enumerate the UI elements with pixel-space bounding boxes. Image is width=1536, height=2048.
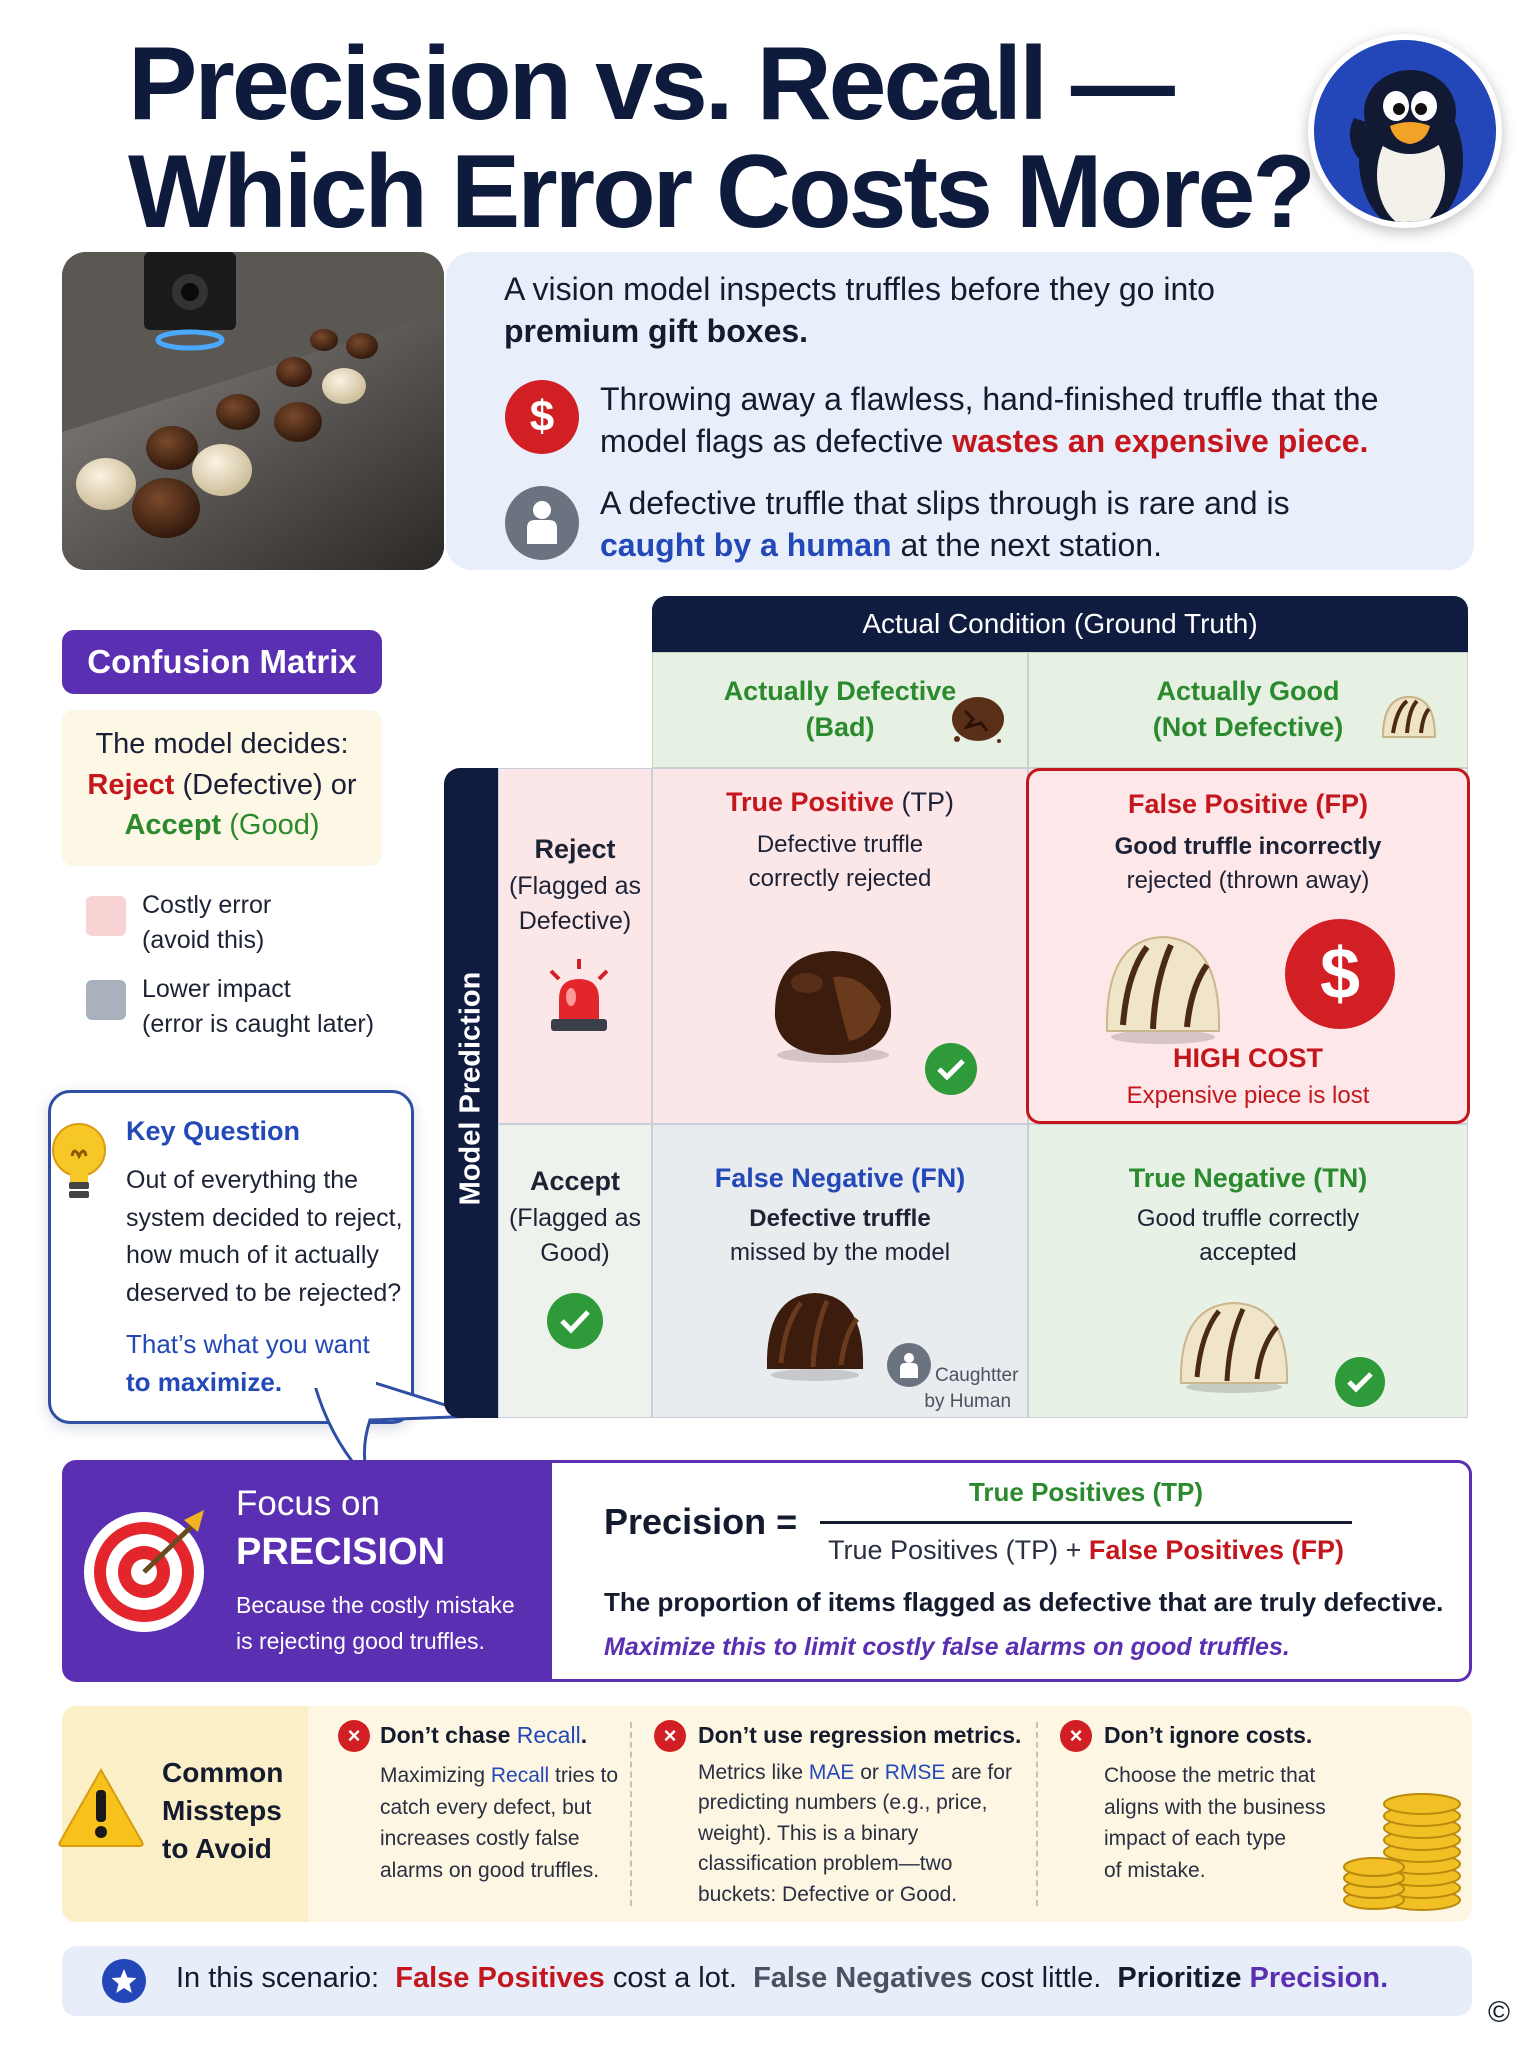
fp-good-truffle-icon bbox=[1099, 925, 1227, 1045]
focus-title-1: Focus on bbox=[236, 1484, 380, 1523]
misstep-2-frag-4: RMSE bbox=[884, 1761, 946, 1784]
row-reject-title: Reject bbox=[534, 834, 616, 864]
intro-lead-line-2: premium gift boxes. bbox=[504, 313, 809, 350]
misstep-1-title-em: Recall bbox=[516, 1722, 581, 1748]
legend-lower-line-2: (error is caught later) bbox=[142, 1010, 375, 1038]
fn-title: False Negative (FN) bbox=[714, 1163, 966, 1193]
row-accept-line-2: (Flagged as bbox=[508, 1203, 642, 1232]
tn-check-icon bbox=[1335, 1357, 1385, 1407]
tp-abbr: (TP) bbox=[894, 787, 955, 817]
misstep-3-body bbox=[1104, 1760, 1334, 1886]
formula-den-plus: + bbox=[1058, 1535, 1089, 1565]
intro-point-1-line-2 bbox=[600, 420, 1460, 462]
footer-fp-tail: cost a lot. bbox=[604, 1962, 737, 1994]
misstep-1-title-b: . bbox=[580, 1722, 588, 1748]
lightbulb-icon bbox=[50, 1120, 108, 1210]
cell-true-negative bbox=[1028, 1124, 1468, 1418]
misstep-1-x-icon: × bbox=[338, 1720, 370, 1752]
page-title bbox=[128, 26, 1313, 251]
intro-point-2-highlight: caught by a human bbox=[600, 527, 892, 564]
missteps-label-3: to Avoid bbox=[162, 1832, 272, 1864]
misstep-3-line-4: of mistake. bbox=[1104, 1858, 1206, 1882]
missteps-label bbox=[162, 1754, 283, 1867]
formula-tagline: Maximize this to limit costly false alarms on good truffles. bbox=[604, 1633, 1290, 1661]
focus-title-2: PRECISION bbox=[236, 1531, 446, 1574]
key-question-line-3: how much of it actually bbox=[126, 1241, 379, 1269]
legend-costly-line-1: Costly error bbox=[142, 891, 272, 919]
formula-den-tp: True Positives (TP) bbox=[828, 1535, 1059, 1565]
formula-lhs: Precision = bbox=[604, 1501, 798, 1542]
misstep-2-title: Don’t use regression metrics. bbox=[698, 1722, 1022, 1748]
legend-costly bbox=[142, 888, 271, 958]
tp-title bbox=[653, 787, 1027, 818]
fp-desc bbox=[1029, 830, 1467, 897]
intro-point-2-line-2 bbox=[600, 524, 1460, 566]
misstep-3-line-3: impact of each type bbox=[1104, 1827, 1287, 1850]
key-question-line-2: system decided to reject, bbox=[126, 1203, 403, 1232]
mascot-penguin-icon bbox=[1308, 34, 1502, 228]
formula-fraction-bar bbox=[820, 1521, 1352, 1524]
row-reject-line-3: Defective) bbox=[518, 906, 632, 935]
formula-den-fp: False Positives (FP) bbox=[1088, 1535, 1344, 1565]
fn-desc-2: missed by the model bbox=[729, 1238, 951, 1266]
footer-fn: False Negatives bbox=[753, 1962, 973, 1994]
fn-desc bbox=[653, 1202, 1027, 1269]
decides-line-3 bbox=[62, 805, 382, 846]
tn-good-truffle-icon bbox=[1175, 1293, 1293, 1395]
focus-title bbox=[236, 1480, 445, 1579]
fn-desc-1: Defective truffle bbox=[749, 1205, 931, 1232]
col-actually-defective bbox=[652, 652, 1028, 768]
reject-word: Reject bbox=[87, 768, 175, 801]
misstep-2-line-1 bbox=[698, 1758, 1038, 1788]
col-defective-line-2: (Bad) bbox=[805, 712, 875, 743]
misstep-1-line-3: increases costly false bbox=[380, 1827, 580, 1850]
fp-desc-2: rejected (thrown away) bbox=[1126, 866, 1370, 894]
misstep-2-line-5: buckets: Defective or Good. bbox=[698, 1882, 958, 1906]
formula-denominator bbox=[818, 1535, 1354, 1566]
siren-icon bbox=[543, 955, 615, 1035]
cell-true-positive bbox=[652, 768, 1028, 1124]
intro-lead-line-1: A vision model inspects truffles before they go into bbox=[504, 271, 1215, 307]
model-decides-box bbox=[62, 710, 382, 866]
tp-desc-1: Defective truffle bbox=[756, 831, 924, 858]
misstep-3-x-icon: × bbox=[1060, 1720, 1092, 1752]
key-question-body bbox=[126, 1162, 416, 1312]
key-question-line-1: Out of everything the bbox=[126, 1166, 359, 1194]
misstep-divider-1 bbox=[630, 1722, 632, 1906]
footer-fp: False Positives bbox=[395, 1962, 605, 1994]
row-accept-line-3: Good) bbox=[540, 1238, 610, 1267]
fn-caught-2: by Human bbox=[924, 1390, 1012, 1412]
misstep-1-title-a: Don’t chase bbox=[380, 1722, 517, 1748]
tp-name: True Positive bbox=[725, 787, 895, 817]
intro-point-1-text: model flags as defective bbox=[600, 423, 953, 460]
model-prediction-axis bbox=[444, 768, 498, 1418]
misstep-3-line-2: aligns with the business bbox=[1104, 1795, 1326, 1819]
row-accept-title: Accept bbox=[529, 1166, 621, 1196]
dollar-icon bbox=[505, 380, 579, 454]
tp-check-icon bbox=[925, 1043, 977, 1095]
star-icon bbox=[102, 1959, 146, 2003]
fn-caught-note bbox=[917, 1363, 1018, 1414]
conveyor-photo bbox=[62, 252, 444, 570]
key-question-title: Key Question bbox=[126, 1116, 301, 1146]
intro-point-1-highlight: wastes an expensive piece. bbox=[952, 423, 1369, 460]
missteps-label-box bbox=[62, 1706, 308, 1922]
misstep-1-line-1 bbox=[380, 1760, 630, 1792]
tn-desc-1: Good truffle correctly bbox=[1136, 1205, 1360, 1232]
legend-lower-swatch bbox=[86, 980, 126, 1020]
footer-lead: In this scenario: bbox=[176, 1962, 380, 1994]
tp-desc-2: correctly rejected bbox=[748, 864, 932, 892]
accept-word: Accept bbox=[124, 809, 222, 842]
intro-lead bbox=[504, 268, 1444, 352]
footer-fn-tail: cost little. bbox=[972, 1962, 1102, 1994]
missteps-label-2: Missteps bbox=[162, 1794, 282, 1826]
cell-false-negative bbox=[652, 1124, 1028, 1418]
fn-caught-1: Caughtter bbox=[935, 1365, 1019, 1386]
tn-desc-2: accepted bbox=[1199, 1238, 1297, 1266]
fp-dollar-symbol: $ bbox=[1319, 934, 1361, 1014]
misstep-divider-2 bbox=[1036, 1722, 1038, 1906]
misstep-1-line-4: alarms on good truffles. bbox=[380, 1858, 600, 1882]
defective-truffle-icon bbox=[947, 689, 1009, 745]
footer-text bbox=[176, 1962, 1388, 1995]
tn-desc bbox=[1029, 1202, 1467, 1269]
ground-truth-header: Actual Condition (Ground Truth) bbox=[652, 596, 1468, 652]
misstep-2-line-2: predicting numbers (e.g., price, bbox=[698, 1791, 988, 1815]
coins-icon bbox=[1340, 1774, 1466, 1914]
intro-point-1-line-1: Throwing away a flawless, hand-finished truffle that the bbox=[600, 381, 1379, 417]
reject-paren: (Defective) bbox=[182, 768, 323, 801]
accept-check-icon bbox=[547, 1293, 603, 1349]
legend-costly-swatch bbox=[86, 896, 126, 936]
misstep-1-frag-2: Recall bbox=[490, 1764, 550, 1787]
precision-formula-box bbox=[552, 1460, 1472, 1682]
col-good-line-2: (Not Defective) bbox=[1152, 712, 1344, 743]
title-line-2: Which Error Costs More? bbox=[128, 134, 1313, 251]
cell-false-positive bbox=[1026, 768, 1470, 1124]
intro-point-2-line-1: A defective truffle that slips through is rare and is bbox=[600, 485, 1290, 521]
fp-cost-note: Expensive piece is lost bbox=[1126, 1082, 1370, 1109]
misstep-2-frag-1: Metrics like bbox=[698, 1761, 809, 1784]
misstep-2-line-3: weight). This is a binary bbox=[698, 1821, 919, 1845]
footer-prio: Prioritize bbox=[1117, 1962, 1250, 1994]
copyright-mark: © bbox=[1488, 1996, 1511, 2029]
tp-defective-truffle-icon bbox=[763, 937, 903, 1065]
fp-high-cost: HIGH COST bbox=[1172, 1043, 1323, 1073]
tn-title: True Negative (TN) bbox=[1128, 1163, 1368, 1193]
misstep-2-frag-3: or bbox=[854, 1761, 885, 1784]
tp-desc bbox=[653, 828, 1027, 895]
fp-dollar-icon bbox=[1285, 919, 1395, 1029]
target-icon bbox=[80, 1504, 212, 1636]
col-actually-good bbox=[1028, 652, 1468, 768]
row-reject-line-2: (Flagged as bbox=[508, 871, 642, 900]
focus-subtitle bbox=[236, 1588, 515, 1659]
intro-point-2-text: at the next station. bbox=[891, 527, 1162, 564]
col-defective-line-1: Actually Defective bbox=[723, 676, 957, 706]
col-good-line-1: Actually Good bbox=[1156, 676, 1340, 706]
warning-icon bbox=[56, 1766, 146, 1848]
row-reject-label bbox=[498, 768, 652, 1124]
formula-numerator: True Positives (TP) bbox=[968, 1477, 1204, 1507]
focus-precision-panel bbox=[62, 1460, 552, 1682]
fp-desc-1: Good truffle incorrectly bbox=[1114, 833, 1382, 860]
misstep-2-frag-5: are for bbox=[945, 1761, 1012, 1784]
misstep-2-frag-2: MAE bbox=[808, 1761, 855, 1784]
key-question-cta-1: That’s what you want bbox=[126, 1329, 370, 1359]
formula-explain: The proportion of items flagged as defective that are truly defective. bbox=[604, 1587, 1444, 1617]
key-question-cta bbox=[126, 1326, 370, 1401]
key-question-cta-2: to maximize. bbox=[126, 1366, 283, 1397]
focus-sub-2: is rejecting good truffles. bbox=[236, 1627, 485, 1654]
intro-point-2 bbox=[600, 482, 1460, 566]
intro-point-1 bbox=[600, 378, 1460, 462]
misstep-1-body bbox=[380, 1760, 630, 1886]
misstep-2-body bbox=[698, 1758, 1038, 1910]
misstep-3-title: Don’t ignore costs. bbox=[1104, 1722, 1313, 1748]
row-accept-label bbox=[498, 1124, 652, 1418]
decides-line-2 bbox=[62, 765, 382, 806]
title-line-1: Precision vs. Recall — bbox=[128, 26, 1172, 142]
misstep-1-frag-1: Maximizing bbox=[380, 1764, 491, 1787]
accept-paren: (Good) bbox=[229, 809, 320, 842]
model-prediction-label: Model Prediction bbox=[454, 971, 487, 1206]
legend-lower bbox=[142, 972, 374, 1042]
misstep-1-title bbox=[380, 1722, 587, 1749]
confusion-matrix-title: Confusion Matrix bbox=[62, 630, 382, 694]
misstep-2-x-icon: × bbox=[654, 1720, 686, 1752]
or-word: or bbox=[330, 768, 357, 801]
missteps-label-1: Common bbox=[162, 1757, 284, 1788]
legend-lower-line-1: Lower impact bbox=[142, 975, 291, 1003]
footer-prio-em: Precision. bbox=[1249, 1962, 1389, 1994]
good-truffle-icon bbox=[1377, 689, 1441, 745]
decides-line-1: The model decides: bbox=[95, 728, 349, 760]
misstep-1-line-2: catch every defect, but bbox=[380, 1795, 592, 1819]
fn-defective-truffle-icon bbox=[761, 1283, 869, 1383]
misstep-3-line-1: Choose the metric that bbox=[1104, 1764, 1316, 1787]
legend-costly-line-2: (avoid this) bbox=[142, 926, 265, 954]
dollar-symbol: $ bbox=[529, 392, 555, 441]
footer-summary bbox=[62, 1946, 1472, 2016]
fp-title: False Positive (FP) bbox=[1127, 789, 1369, 819]
misstep-2-line-4: classification problem—two bbox=[698, 1852, 953, 1876]
misstep-1-frag-3: tries to bbox=[549, 1764, 619, 1787]
key-question-line-4: deserved to be rejected? bbox=[126, 1278, 402, 1307]
focus-sub-1: Because the costly mistake bbox=[236, 1592, 515, 1618]
person-icon bbox=[505, 486, 579, 560]
